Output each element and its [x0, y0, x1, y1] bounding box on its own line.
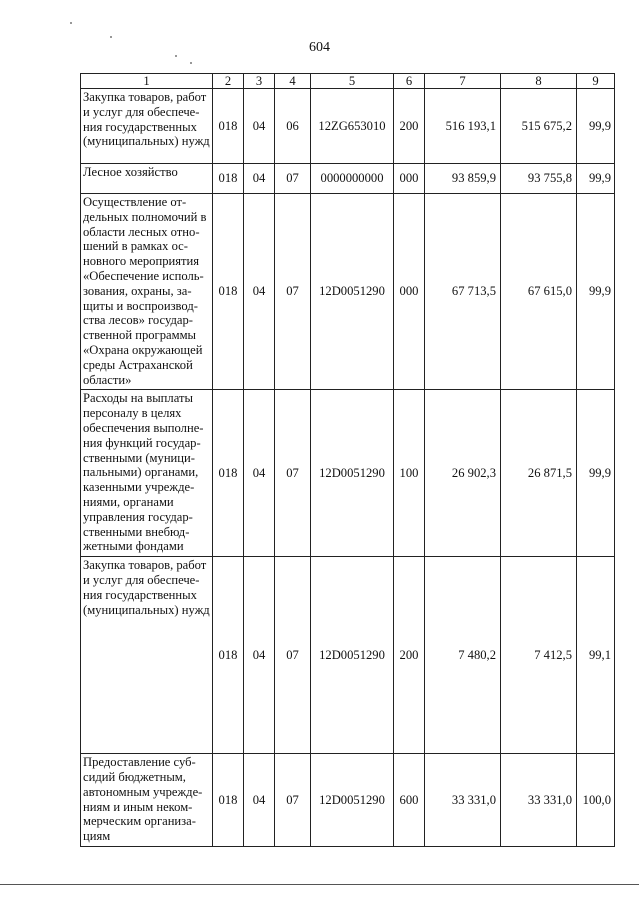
header-cell: 7: [425, 74, 501, 89]
cell-percent: 99,1: [577, 557, 615, 754]
cell-section: 04: [244, 164, 275, 194]
cell-expense-type: 000: [394, 194, 425, 390]
table-row: [81, 754, 615, 847]
cell-admin-code: 018: [213, 557, 244, 754]
cell-admin-code: 018: [213, 390, 244, 557]
cell-section: 04: [244, 754, 275, 847]
header-cell: 4: [275, 74, 311, 89]
budget-table: [80, 73, 615, 847]
scan-speck: [70, 22, 72, 24]
cell-section: 04: [244, 557, 275, 754]
row-name: Закупка товаров, работ и услуг для обеспече-ния государственных (муниципальных) нужд: [81, 557, 213, 754]
header-cell: 5: [311, 74, 394, 89]
table-row: [81, 390, 615, 557]
cell-target-article: 12ZG653010: [311, 89, 394, 164]
table-row: [81, 89, 615, 164]
cell-section: 04: [244, 194, 275, 390]
row-name: Лесное хозяйство: [81, 164, 213, 194]
cell-target-article: 12D0051290: [311, 557, 394, 754]
cell-subsection: 07: [275, 557, 311, 754]
cell-executed: 93 755,8: [501, 164, 577, 194]
scan-speck: [110, 36, 112, 38]
cell-executed: 515 675,2: [501, 89, 577, 164]
cell-executed: 26 871,5: [501, 390, 577, 557]
cell-target-article: 12D0051290: [311, 754, 394, 847]
header-cell: 2: [213, 74, 244, 89]
cell-percent: 100,0: [577, 754, 615, 847]
cell-target-article: 12D0051290: [311, 390, 394, 557]
cell-planned: 67 713,5: [425, 194, 501, 390]
table-row: [81, 194, 615, 390]
cell-admin-code: 018: [213, 164, 244, 194]
cell-admin-code: 018: [213, 754, 244, 847]
cell-executed: 7 412,5: [501, 557, 577, 754]
cell-planned: 26 902,3: [425, 390, 501, 557]
cell-expense-type: 600: [394, 754, 425, 847]
table-row: [81, 164, 615, 194]
cell-percent: 99,9: [577, 194, 615, 390]
cell-subsection: 07: [275, 164, 311, 194]
table-row: [81, 557, 615, 754]
cell-expense-type: 200: [394, 557, 425, 754]
cell-percent: 99,9: [577, 390, 615, 557]
cell-target-article: 0000000000: [311, 164, 394, 194]
cell-subsection: 07: [275, 390, 311, 557]
page-bottom-rule: [0, 884, 639, 885]
cell-target-article: 12D0051290: [311, 194, 394, 390]
header-cell: 3: [244, 74, 275, 89]
cell-executed: 67 615,0: [501, 194, 577, 390]
cell-section: 04: [244, 89, 275, 164]
cell-planned: 516 193,1: [425, 89, 501, 164]
cell-expense-type: 100: [394, 390, 425, 557]
row-name: Осуществление от-дельных полномочий в области лесных отно-шений в рамках ос-новного мероприятия «Обеспечение исполь-зования, охраны, за-щиты и воспроизвод-ства лесов» государ-ственной программы «Охрана окружающей среды Астраханской области»: [81, 194, 213, 390]
cell-expense-type: 200: [394, 89, 425, 164]
cell-percent: 99,9: [577, 164, 615, 194]
header-cell: 9: [577, 74, 615, 89]
cell-section: 04: [244, 390, 275, 557]
row-name: Расходы на выплаты персоналу в целях обеспечения выполне-ния функций государ-ственными (муници-пальными) органами, казенными учрежде-ниями, органами управления государ-ственными внебюд-жетными фондами: [81, 390, 213, 557]
cell-planned: 7 480,2: [425, 557, 501, 754]
cell-planned: 93 859,9: [425, 164, 501, 194]
scan-speck: [190, 62, 192, 64]
cell-subsection: 07: [275, 754, 311, 847]
header-row: [81, 74, 615, 89]
cell-subsection: 07: [275, 194, 311, 390]
cell-planned: 33 331,0: [425, 754, 501, 847]
row-name: Закупка товаров, работ и услуг для обеспече-ния государственных (муниципальных) нужд: [81, 89, 213, 164]
scan-speck: [175, 55, 177, 57]
cell-percent: 99,9: [577, 89, 615, 164]
header-cell: 6: [394, 74, 425, 89]
page-number: 604: [309, 40, 330, 55]
cell-executed: 33 331,0: [501, 754, 577, 847]
cell-expense-type: 000: [394, 164, 425, 194]
cell-admin-code: 018: [213, 89, 244, 164]
cell-subsection: 06: [275, 89, 311, 164]
header-cell: 8: [501, 74, 577, 89]
cell-admin-code: 018: [213, 194, 244, 390]
header-cell: 1: [81, 74, 213, 89]
row-name: Предоставление суб-сидий бюджетным, автономным учрежде-ниям и иным неком-мерческим организа-циям: [81, 754, 213, 847]
